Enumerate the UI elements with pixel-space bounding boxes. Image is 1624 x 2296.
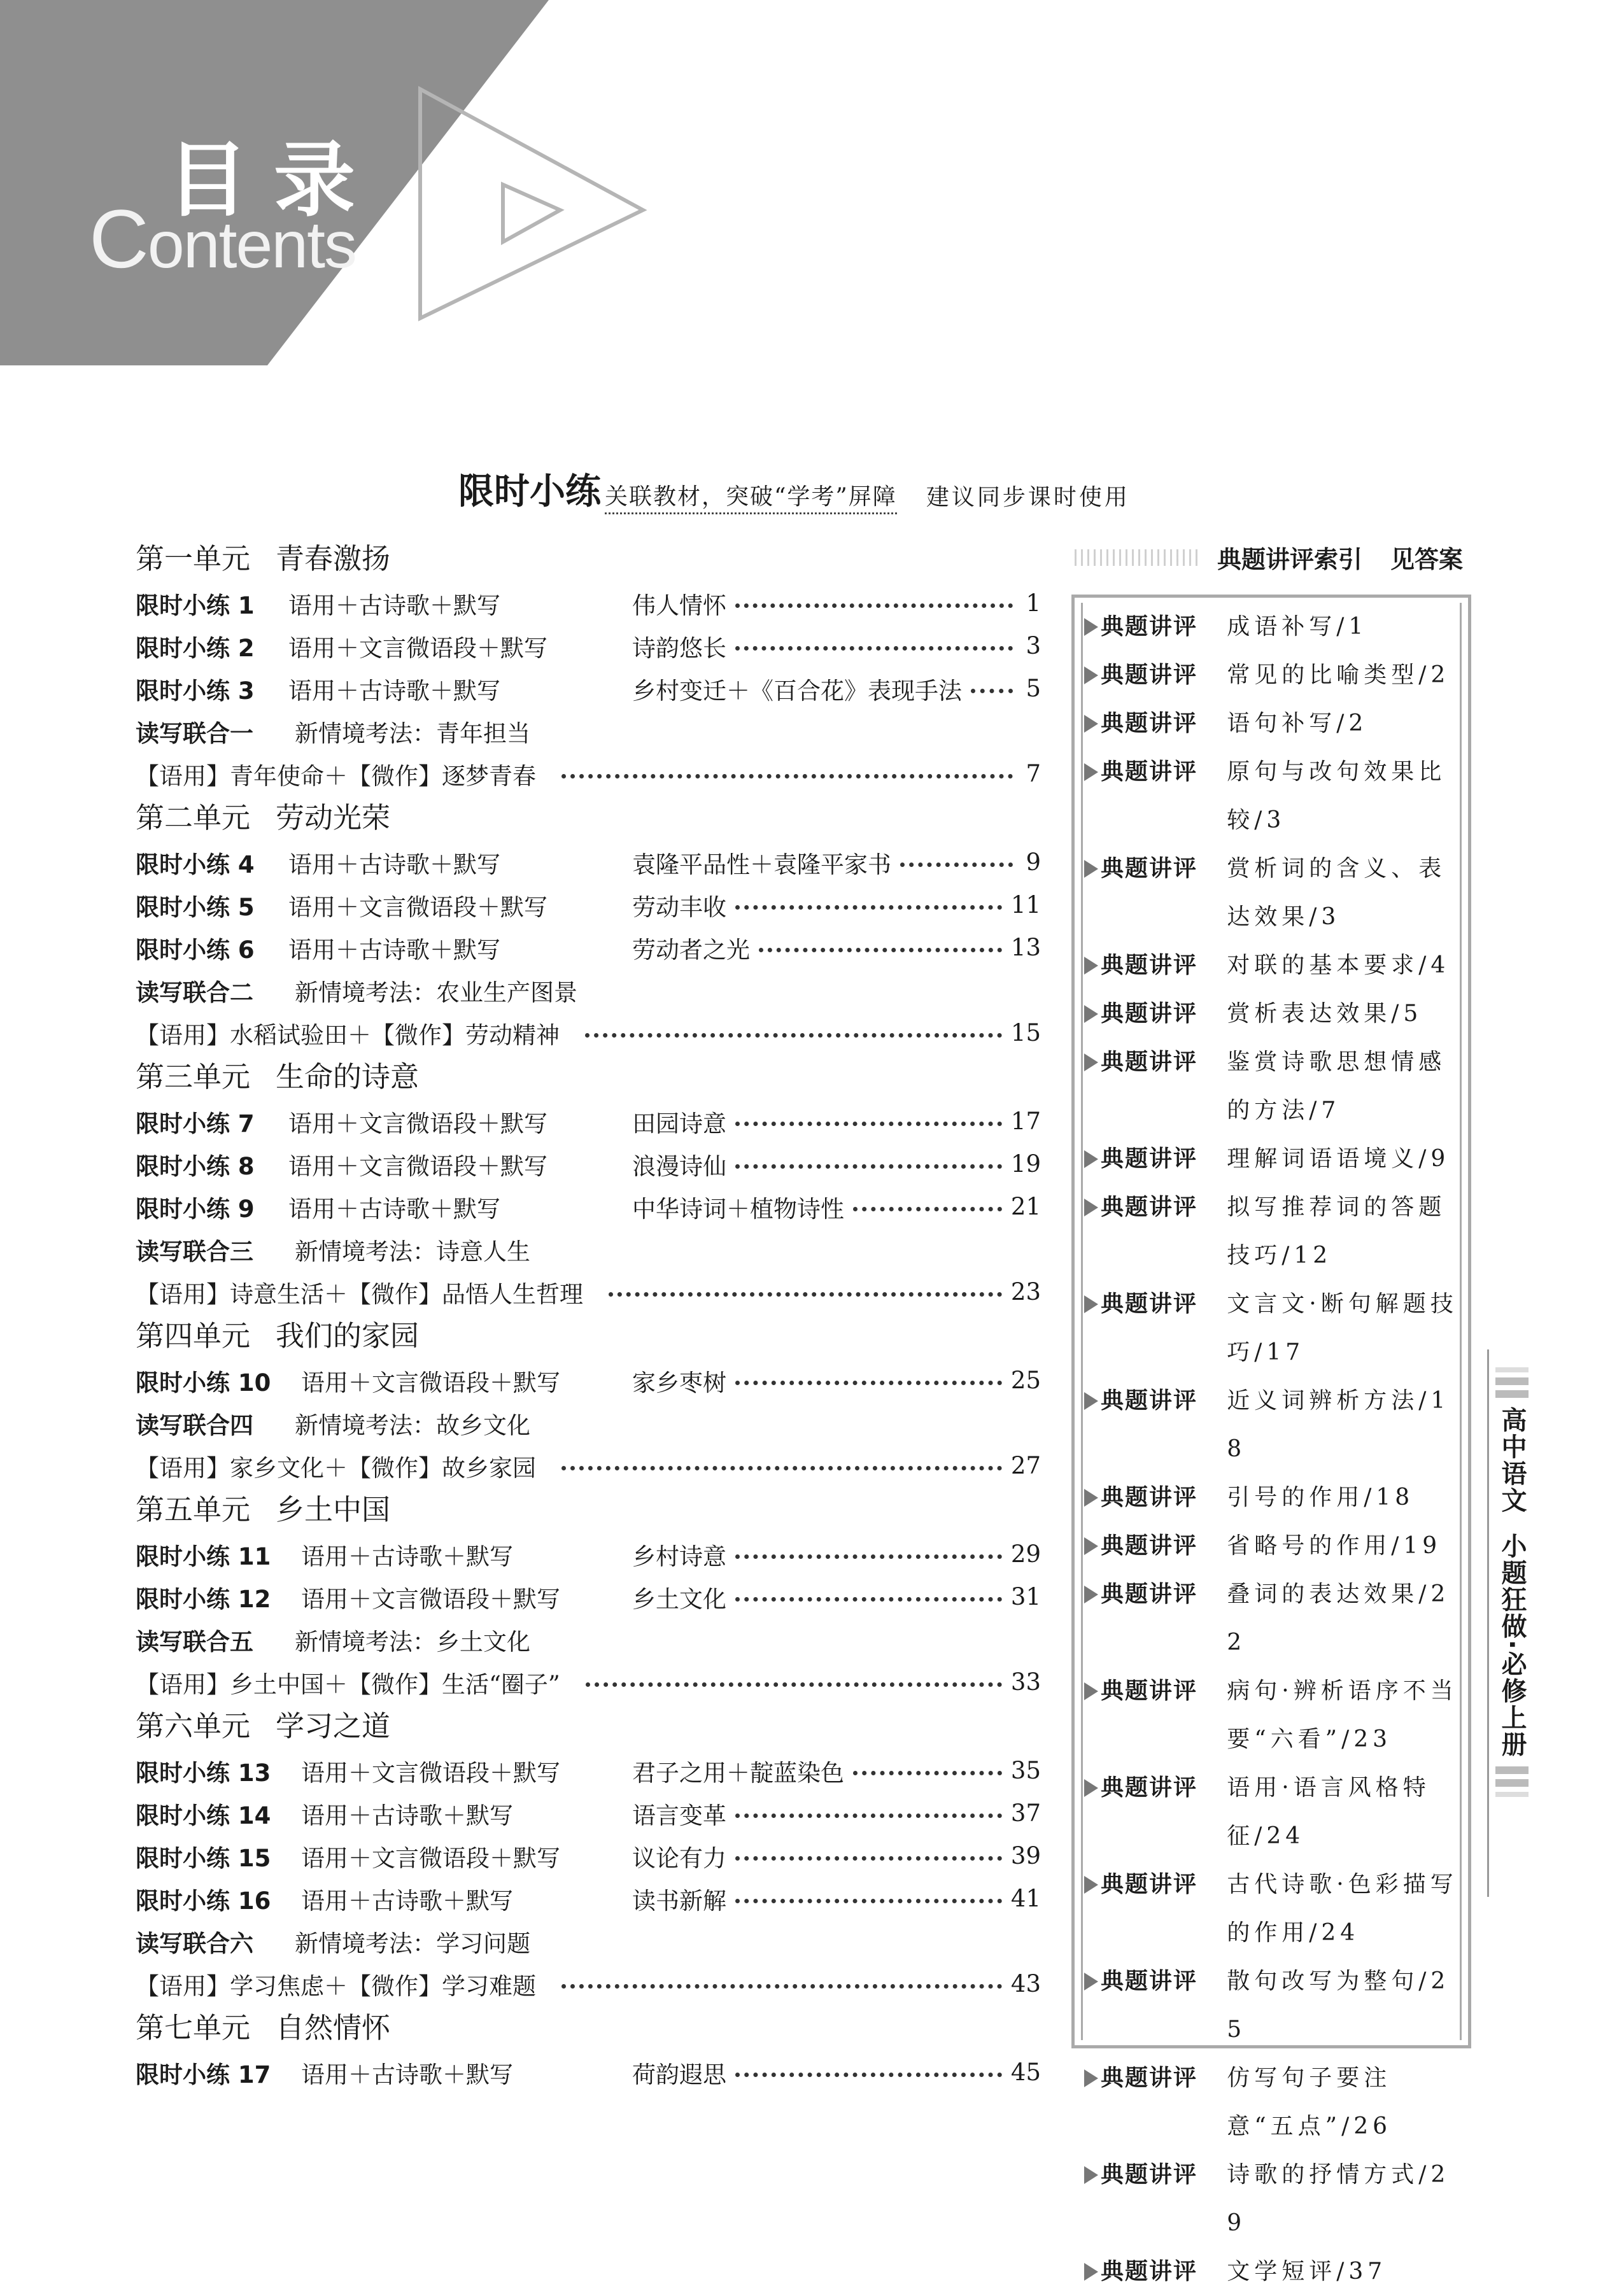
entry-title: 议论有力 bbox=[632, 1844, 726, 1872]
toc-entry[interactable] bbox=[136, 969, 1041, 1011]
toc-entry[interactable] bbox=[136, 841, 1041, 884]
index-item-label: 典题讲评 bbox=[1101, 1581, 1198, 1607]
unit-heading[interactable] bbox=[136, 795, 1041, 841]
toc-entry[interactable] bbox=[136, 1185, 1041, 1228]
entry-title: 【语用】家乡文化＋【微作】故乡家园 bbox=[136, 1454, 536, 1482]
section-subtitle: 关联教材，突破“学考”屏障 bbox=[605, 479, 897, 514]
index-item-label: 典题讲评 bbox=[1101, 1484, 1198, 1511]
leader-dots bbox=[735, 2073, 1002, 2077]
page-number: 17 bbox=[1010, 1108, 1041, 1135]
unit-heading[interactable] bbox=[136, 536, 1041, 582]
index-item-text: 诗歌的抒情方式/29 bbox=[1227, 2162, 1450, 2236]
entry-desc: 语用＋古诗歌＋默写 bbox=[301, 1801, 513, 1829]
contents-title-cn: 目录 bbox=[167, 133, 381, 228]
entry-desc: 语用＋古诗歌＋默写 bbox=[301, 1887, 513, 1915]
index-item[interactable] bbox=[1083, 1377, 1460, 1474]
toc-entry[interactable] bbox=[136, 1359, 1041, 1402]
page-number: 5 bbox=[1026, 675, 1041, 702]
arrow-right-icon bbox=[1084, 618, 1098, 636]
arrow-right-icon bbox=[1084, 763, 1098, 781]
entry-label: 读写联合二 bbox=[136, 978, 253, 1006]
decor-bar bbox=[1495, 1390, 1529, 1398]
page-number: 25 bbox=[1010, 1367, 1041, 1394]
leader-dots bbox=[735, 905, 1002, 910]
entry-title: 劳动丰收 bbox=[632, 893, 726, 921]
unit-label: 第五单元 bbox=[136, 1493, 251, 1526]
entry-desc: 语用＋古诗歌＋默写 bbox=[301, 1542, 513, 1570]
entry-title: 田园诗意 bbox=[632, 1109, 726, 1137]
toc-entry[interactable] bbox=[136, 884, 1041, 926]
unit-label: 第七单元 bbox=[136, 2011, 251, 2045]
entry-label: 限时小练 13 bbox=[136, 1759, 271, 1787]
index-item-label: 典题讲评 bbox=[1101, 1871, 1198, 1898]
index-item-label: 典题讲评 bbox=[1101, 1049, 1198, 1075]
entry-desc: 新情境考法：诗意人生 bbox=[295, 1237, 530, 1265]
index-item[interactable] bbox=[1083, 748, 1460, 845]
page-number: 21 bbox=[1010, 1193, 1041, 1220]
index-item-text: 鉴赏诗歌思想情感的方法/7 bbox=[1227, 1049, 1446, 1123]
index-item-text: 拟写推荐词的答题技巧/12 bbox=[1227, 1194, 1446, 1269]
toc-entry[interactable] bbox=[136, 1143, 1041, 1185]
index-item[interactable] bbox=[1083, 1861, 1460, 1957]
entry-title: 【语用】学习焦虑＋【微作】学习难题 bbox=[136, 1972, 536, 2000]
leader-dots bbox=[735, 1856, 1002, 1861]
toc-entry[interactable] bbox=[136, 1835, 1041, 1877]
index-item-text: 病句·辨析语序不当要“六看”/23 bbox=[1227, 1678, 1458, 1752]
page-number: 45 bbox=[1010, 2059, 1041, 2086]
unit-heading[interactable] bbox=[136, 1313, 1041, 1359]
entry-label: 限时小练 15 bbox=[136, 1844, 271, 1872]
arrow-right-icon bbox=[1084, 860, 1098, 878]
index-item-label: 典题讲评 bbox=[1101, 1968, 1198, 1994]
index-item-label: 典题讲评 bbox=[1101, 1194, 1198, 1220]
leader-dots bbox=[585, 1033, 1002, 1038]
index-item-text: 语用·语言风格特征/24 bbox=[1227, 1775, 1430, 1849]
index-list bbox=[1081, 603, 1462, 2285]
index-item-label: 典题讲评 bbox=[1101, 1388, 1198, 1414]
entry-title: 乡村变迁＋《百合花》表现手法 bbox=[632, 677, 962, 705]
index-item-text: 近义词辨析方法/18 bbox=[1227, 1388, 1450, 1462]
leader-dots bbox=[853, 1771, 1002, 1775]
index-item[interactable] bbox=[1083, 651, 1460, 700]
index-item[interactable] bbox=[1083, 2248, 1460, 2296]
arrow-right-icon bbox=[1084, 666, 1098, 684]
page-number: 9 bbox=[1026, 849, 1041, 876]
leader-dots bbox=[735, 646, 1013, 651]
entry-title: 【语用】乡土中国＋【微作】生活“圈子” bbox=[136, 1670, 560, 1698]
page-number: 39 bbox=[1010, 1842, 1041, 1870]
title-en-rest: ontents bbox=[147, 208, 357, 282]
entry-desc: 语用＋文言微语段＋默写 bbox=[301, 1369, 560, 1397]
leader-dots bbox=[735, 1899, 1002, 1903]
leader-dots bbox=[561, 1984, 1002, 1989]
toc-entry[interactable] bbox=[136, 710, 1041, 752]
leader-dots bbox=[609, 1292, 1002, 1297]
decor-bar bbox=[1495, 1779, 1529, 1787]
page-number: 33 bbox=[1010, 1668, 1041, 1696]
index-item[interactable] bbox=[1083, 1280, 1460, 1377]
entry-desc: 新情境考法：故乡文化 bbox=[295, 1411, 530, 1439]
arrow-right-icon bbox=[1084, 2166, 1098, 2184]
index-item-label: 典题讲评 bbox=[1101, 614, 1198, 640]
index-item[interactable] bbox=[1083, 990, 1460, 1038]
entry-title: 家乡枣树 bbox=[632, 1369, 726, 1397]
page-number: 27 bbox=[1010, 1452, 1041, 1479]
arrow-right-icon bbox=[1084, 1876, 1098, 1894]
index-item-text: 原句与改句效果比较/3 bbox=[1227, 759, 1446, 833]
section-header bbox=[458, 463, 1130, 514]
index-item-text: 成语补写/1 bbox=[1227, 614, 1368, 640]
arrow-right-icon bbox=[1084, 1199, 1098, 1216]
page-number: 3 bbox=[1026, 632, 1041, 659]
entry-title: 【语用】水稻试验田＋【微作】劳动精神 bbox=[136, 1021, 560, 1049]
toc-entry[interactable] bbox=[136, 1575, 1041, 1618]
unit-name: 劳动光荣 bbox=[276, 801, 391, 835]
toc-entry[interactable] bbox=[136, 926, 1041, 969]
index-item[interactable] bbox=[1083, 1135, 1460, 1183]
toc-entry[interactable] bbox=[136, 1100, 1041, 1143]
index-item-label: 典题讲评 bbox=[1101, 710, 1198, 736]
arrow-right-icon bbox=[1084, 1537, 1098, 1555]
page-number: 29 bbox=[1010, 1540, 1041, 1568]
entry-desc: 语用＋文言微语段＋默写 bbox=[288, 634, 547, 662]
unit-heading[interactable] bbox=[136, 1054, 1041, 1100]
toc-entry[interactable] bbox=[136, 1444, 1041, 1487]
page-number: 19 bbox=[1010, 1150, 1041, 1178]
side-subject: 高中语文 bbox=[1497, 1407, 1527, 1514]
unit-label: 第四单元 bbox=[136, 1319, 251, 1353]
unit-heading[interactable] bbox=[136, 2005, 1041, 2051]
index-item-label: 典题讲评 bbox=[1101, 1146, 1198, 1172]
page-number: 7 bbox=[1026, 760, 1041, 787]
entry-title: 君子之用＋靛蓝染色 bbox=[632, 1759, 844, 1787]
entry-desc: 语用＋古诗歌＋默写 bbox=[288, 850, 500, 878]
index-item-text: 省略号的作用/19 bbox=[1227, 1533, 1442, 1559]
decor-bar bbox=[1495, 1766, 1529, 1774]
leader-dots bbox=[759, 948, 1002, 952]
index-item-text: 引号的作用/18 bbox=[1227, 1484, 1415, 1511]
index-item[interactable] bbox=[1083, 1764, 1460, 1861]
unit-name: 青春激扬 bbox=[276, 542, 391, 575]
index-item-label: 典题讲评 bbox=[1101, 952, 1198, 978]
page-number: 23 bbox=[1010, 1278, 1041, 1306]
decor-bar bbox=[1495, 1377, 1529, 1385]
entry-title: 乡村诗意 bbox=[632, 1542, 726, 1570]
entry-desc: 语用＋文言微语段＋默写 bbox=[301, 1844, 560, 1872]
page-number: 43 bbox=[1010, 1970, 1041, 1997]
toc-entry[interactable] bbox=[136, 1402, 1041, 1444]
unit-name: 学习之道 bbox=[276, 1709, 391, 1743]
unit-heading[interactable] bbox=[136, 1703, 1041, 1749]
page-number: 41 bbox=[1010, 1885, 1041, 1912]
index-item-label: 典题讲评 bbox=[1101, 1533, 1198, 1559]
entry-title: 【语用】青年使命＋【微作】逐梦青春 bbox=[136, 762, 536, 790]
entry-title: 语言变革 bbox=[632, 1801, 726, 1829]
index-note: 见答案 bbox=[1390, 546, 1464, 574]
index-item[interactable] bbox=[1083, 1038, 1460, 1135]
arrow-right-icon bbox=[1084, 1392, 1098, 1410]
unit-heading[interactable] bbox=[136, 1487, 1041, 1533]
decor-bar bbox=[1495, 1792, 1529, 1797]
arrow-right-icon bbox=[1084, 1973, 1098, 1990]
entry-label: 限时小练 2 bbox=[136, 634, 255, 662]
entry-desc: 新情境考法：农业生产图景 bbox=[295, 978, 577, 1006]
toc-entry[interactable] bbox=[136, 2051, 1041, 2094]
arrow-right-icon bbox=[1084, 1150, 1098, 1168]
index-item-label: 典题讲评 bbox=[1101, 1678, 1198, 1704]
decor-bar bbox=[1495, 1367, 1529, 1372]
index-item-label: 典题讲评 bbox=[1101, 1775, 1198, 1801]
page-number: 13 bbox=[1010, 934, 1041, 961]
side-divider bbox=[1487, 1349, 1489, 1897]
entry-label: 读写联合五 bbox=[136, 1628, 253, 1656]
arrow-right-icon bbox=[1084, 1295, 1098, 1313]
index-item[interactable] bbox=[1083, 1667, 1460, 1764]
toc-entry[interactable] bbox=[136, 1749, 1041, 1792]
entry-label: 读写联合一 bbox=[136, 719, 253, 747]
index-item[interactable] bbox=[1083, 700, 1460, 748]
section-note: 建议同步课时使用 bbox=[926, 484, 1130, 511]
leader-dots bbox=[735, 1554, 1002, 1559]
toc-entry[interactable] bbox=[136, 624, 1041, 667]
arrow-right-icon bbox=[1084, 1005, 1098, 1023]
entry-label: 限时小练 12 bbox=[136, 1585, 271, 1613]
entry-desc: 语用＋古诗歌＋默写 bbox=[288, 1195, 500, 1223]
index-item[interactable] bbox=[1083, 1957, 1460, 2054]
arrow-right-icon bbox=[1084, 1489, 1098, 1507]
index-item[interactable] bbox=[1083, 1474, 1460, 1522]
unit-label: 第三单元 bbox=[136, 1060, 251, 1094]
contents-title-en bbox=[89, 191, 356, 286]
toc-entry[interactable] bbox=[136, 582, 1041, 624]
toc-entry[interactable] bbox=[136, 1533, 1041, 1575]
entry-desc: 语用＋古诗歌＋默写 bbox=[301, 2060, 513, 2088]
leader-dots bbox=[735, 1381, 1002, 1385]
entry-title: 劳动者之光 bbox=[632, 936, 750, 964]
title-en-initial: C bbox=[89, 192, 148, 285]
entry-title: 袁隆平品性＋袁隆平家书 bbox=[632, 850, 891, 878]
toc-entry[interactable] bbox=[136, 1661, 1041, 1703]
entry-desc: 语用＋文言微语段＋默写 bbox=[288, 893, 547, 921]
side-series: 小题狂做·必修上册 bbox=[1497, 1533, 1527, 1758]
entry-label: 限时小练 8 bbox=[136, 1152, 255, 1180]
leader-dots bbox=[735, 1597, 1002, 1602]
unit-label: 第一单元 bbox=[136, 542, 251, 575]
index-item-text: 常见的比喻类型/2 bbox=[1227, 662, 1450, 688]
entry-label: 限时小练 4 bbox=[136, 850, 255, 878]
toc-entry[interactable] bbox=[136, 752, 1041, 795]
index-item-label: 典题讲评 bbox=[1101, 1291, 1198, 1317]
index-item-text: 对联的基本要求/4 bbox=[1227, 952, 1450, 978]
entry-desc: 语用＋文言微语段＋默写 bbox=[301, 1585, 560, 1613]
index-item[interactable] bbox=[1083, 2054, 1460, 2151]
table-of-contents bbox=[136, 536, 1041, 2094]
entry-title: 伟人情怀 bbox=[632, 591, 726, 619]
entry-desc: 新情境考法：青年担当 bbox=[295, 719, 530, 747]
section-title: 限时小练 bbox=[458, 471, 601, 512]
toc-entry[interactable] bbox=[136, 1228, 1041, 1271]
entry-label: 限时小练 11 bbox=[136, 1542, 271, 1570]
page-number: 1 bbox=[1026, 589, 1041, 617]
toc-entry[interactable] bbox=[136, 1618, 1041, 1661]
index-box bbox=[1071, 595, 1471, 2285]
index-item-label: 典题讲评 bbox=[1101, 2162, 1198, 2188]
unit-name: 自然情怀 bbox=[276, 2011, 391, 2045]
unit-label: 第二单元 bbox=[136, 801, 251, 835]
index-title: 典题讲评索引 bbox=[1217, 546, 1363, 574]
entry-desc: 新情境考法：乡土文化 bbox=[295, 1628, 530, 1656]
entry-label: 读写联合三 bbox=[136, 1237, 253, 1265]
index-item-label: 典题讲评 bbox=[1101, 2258, 1198, 2285]
entry-label: 限时小练 1 bbox=[136, 591, 255, 619]
entry-title: 读书新解 bbox=[632, 1887, 726, 1915]
index-item-label: 典题讲评 bbox=[1101, 1001, 1198, 1027]
entry-desc: 语用＋文言微语段＋默写 bbox=[288, 1109, 547, 1137]
unit-name: 我们的家园 bbox=[276, 1319, 420, 1353]
entry-desc: 语用＋古诗歌＋默写 bbox=[288, 591, 500, 619]
unit-name: 生命的诗意 bbox=[276, 1060, 420, 1094]
entry-label: 限时小练 10 bbox=[136, 1369, 271, 1397]
index-item-text: 文学短评/37 bbox=[1227, 2258, 1387, 2285]
entry-label: 限时小练 14 bbox=[136, 1801, 271, 1829]
leader-dots bbox=[735, 603, 1013, 608]
entry-title: 诗韵悠长 bbox=[632, 634, 726, 662]
leader-dots bbox=[735, 1814, 1002, 1818]
chevrons-icon bbox=[1075, 549, 1202, 566]
leader-dots bbox=[971, 689, 1013, 693]
index-item-text: 古代诗歌·色彩描写的作用/24 bbox=[1227, 1871, 1458, 1946]
index-item-label: 典题讲评 bbox=[1101, 759, 1198, 785]
entry-desc: 语用＋文言微语段＋默写 bbox=[288, 1152, 547, 1180]
index-item[interactable] bbox=[1083, 603, 1460, 651]
index-item-text: 赏析表达效果/5 bbox=[1227, 1001, 1423, 1027]
page-number: 37 bbox=[1010, 1799, 1041, 1827]
index-item-text: 理解词语语境义/9 bbox=[1227, 1146, 1450, 1172]
leader-dots bbox=[735, 1164, 1002, 1169]
index-item-text: 散句改写为整句/25 bbox=[1227, 1968, 1450, 2043]
page-number: 15 bbox=[1010, 1019, 1041, 1046]
entry-label: 限时小练 6 bbox=[136, 936, 255, 964]
entry-title: 中华诗词＋植物诗性 bbox=[632, 1195, 844, 1223]
entry-title: 乡土文化 bbox=[632, 1585, 726, 1613]
entry-desc: 新情境考法：学习问题 bbox=[295, 1929, 530, 1957]
unit-label: 第六单元 bbox=[136, 1709, 251, 1743]
entry-label: 限时小练 7 bbox=[136, 1109, 255, 1137]
leader-dots bbox=[900, 863, 1013, 867]
side-tab bbox=[1493, 1362, 1531, 1802]
index-item-text: 文言文·断句解题技巧/17 bbox=[1227, 1291, 1458, 1365]
toc-entry[interactable] bbox=[136, 1792, 1041, 1835]
arrow-right-icon bbox=[1084, 1053, 1098, 1071]
arrow-right-icon bbox=[1084, 1779, 1098, 1797]
entry-label: 限时小练 9 bbox=[136, 1195, 255, 1223]
index-item-text: 赏析词的含义、表达效果/3 bbox=[1227, 856, 1446, 930]
entry-label: 限时小练 3 bbox=[136, 677, 255, 705]
index-item-label: 典题讲评 bbox=[1101, 662, 1198, 688]
leader-dots bbox=[735, 1122, 1002, 1126]
arrow-right-icon bbox=[1084, 715, 1098, 733]
entry-title: 荷韵遐思 bbox=[632, 2060, 726, 2088]
entry-title: 【语用】诗意生活＋【微作】品悟人生哲理 bbox=[136, 1280, 583, 1308]
entry-label: 读写联合六 bbox=[136, 1929, 253, 1957]
page-number: 31 bbox=[1010, 1583, 1041, 1610]
index-item[interactable] bbox=[1083, 1570, 1460, 1667]
index-header bbox=[1075, 540, 1463, 575]
index-item-text: 仿写句子要注意“五点”/26 bbox=[1227, 2065, 1392, 2139]
entry-label: 限时小练 5 bbox=[136, 893, 255, 921]
entry-label: 读写联合四 bbox=[136, 1411, 253, 1439]
index-item[interactable] bbox=[1083, 845, 1460, 941]
index-item[interactable] bbox=[1083, 1522, 1460, 1570]
toc-entry[interactable] bbox=[136, 1962, 1041, 2005]
leader-dots bbox=[561, 1466, 1002, 1470]
arrow-right-icon bbox=[1084, 1682, 1098, 1700]
index-item[interactable] bbox=[1083, 941, 1460, 990]
index-item[interactable] bbox=[1083, 2151, 1460, 2248]
arrow-right-icon bbox=[1084, 1586, 1098, 1603]
toc-entry[interactable] bbox=[136, 1920, 1041, 1962]
toc-entry[interactable] bbox=[136, 1877, 1041, 1920]
toc-entry[interactable] bbox=[136, 667, 1041, 710]
toc-entry[interactable] bbox=[136, 1271, 1041, 1313]
leader-dots bbox=[853, 1207, 1002, 1211]
arrow-right-icon bbox=[1084, 957, 1098, 975]
page-number: 11 bbox=[1010, 891, 1041, 919]
entry-desc: 语用＋古诗歌＋默写 bbox=[288, 677, 500, 705]
toc-entry[interactable] bbox=[136, 1011, 1041, 1054]
page-number: 35 bbox=[1010, 1757, 1041, 1784]
index-item[interactable] bbox=[1083, 1183, 1460, 1280]
entry-desc: 语用＋文言微语段＋默写 bbox=[301, 1759, 560, 1787]
entry-title: 浪漫诗仙 bbox=[632, 1152, 726, 1180]
leader-dots bbox=[561, 774, 1013, 778]
leader-dots bbox=[586, 1682, 1002, 1687]
index-item-text: 语句补写/2 bbox=[1227, 710, 1368, 736]
index-item-text: 叠词的表达效果/22 bbox=[1227, 1581, 1450, 1656]
index-item-label: 典题讲评 bbox=[1101, 2065, 1198, 2091]
entry-desc: 语用＋古诗歌＋默写 bbox=[288, 936, 500, 964]
entry-label: 限时小练 16 bbox=[136, 1887, 271, 1915]
unit-name: 乡土中国 bbox=[276, 1493, 391, 1526]
arrow-right-icon bbox=[1084, 2069, 1098, 2087]
entry-label: 限时小练 17 bbox=[136, 2060, 271, 2088]
arrow-right-icon bbox=[1084, 2263, 1098, 2281]
index-item-label: 典题讲评 bbox=[1101, 856, 1198, 882]
